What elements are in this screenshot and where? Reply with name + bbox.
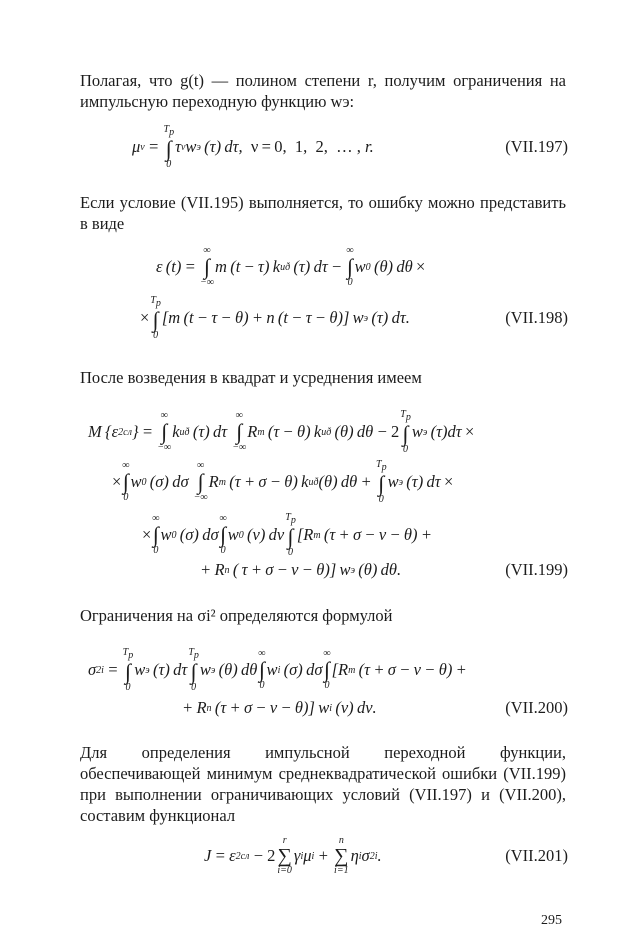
paragraph-2-text: Если условие (VII.195) выполняется, то ошибку можно представить в виде xyxy=(80,193,566,233)
equation-197-number: (VII.197) xyxy=(505,137,568,156)
equation-200-number: (VII.200) xyxy=(505,698,568,717)
equation-197-body: μ ν = $T_p$ ∫ 0 τ ν w э (τ) dτ, ν = 0, 1, 2, … , r. xyxy=(132,123,374,170)
equation-198-line-1 xyxy=(80,247,568,287)
equation-197 xyxy=(80,123,568,170)
page-number: 295 xyxy=(541,913,562,928)
paragraph-1-text: Полагая, что g(t) — полином степени r, получим ограничения на импульсную переходную функцию wэ: xyxy=(80,71,566,111)
equation-199-line-2-body: × ∞ ∫ 0 w 0 (σ) dσ ∞ ∫ −∞ R m (τ + σ − θ) k иð (θ) dθ + $T_p$ ∫ 0 w э (τ) dτ × xyxy=(112,458,454,505)
paragraph-3 xyxy=(80,367,566,388)
equation-199-line-3-body: × ∞ ∫ 0 w 0 (σ) dσ ∞ ∫ 0 w 0 (ν) dν $T_p$ ∫ 0 [R m (τ + σ − ν − θ) + xyxy=(142,511,432,558)
paragraph-4 xyxy=(80,605,566,626)
equation-200-line-2-body: + R n (τ + σ − ν − θ)] w i (ν) dν. xyxy=(182,698,377,717)
equation-201 xyxy=(80,836,568,876)
equation-199-line-4 xyxy=(80,550,568,590)
equation-200-line-2 xyxy=(80,688,568,728)
equation-199-line-1 xyxy=(80,408,568,455)
equation-200-line-1 xyxy=(80,646,568,693)
paragraph-5 xyxy=(80,742,566,826)
equation-199-line-2 xyxy=(80,458,568,505)
equation-198-line-1-body: ε (t) = ∞ ∫ −∞ m (t − τ) k иð (τ) dτ − ∞ ∫ 0 w 0 (θ) dθ × xyxy=(156,245,426,288)
paragraph-4-text: Ограничения на σi² определяются формулой xyxy=(80,606,393,625)
equation-198-line-2 xyxy=(80,294,568,341)
paragraph-1 xyxy=(80,70,566,112)
equation-199-line-4-body: + R n ( τ + σ − ν − θ)] w э (θ) dθ. xyxy=(200,560,402,579)
paragraph-5-text: Для определения импульсной переходной функции, обеспечивающей минимум среднеквадратической ошибки (VII.199) при выполнении ограничивающих условий (VII.197) и (VII.200), составим функционал xyxy=(80,743,566,825)
equation-201-number: (VII.201) xyxy=(505,846,568,865)
paragraph-3-text: После возведения в квадрат и усреднения имеем xyxy=(80,368,422,387)
equation-198-number: (VII.198) xyxy=(505,308,568,327)
equation-198-line-2-body: × $T_p$ ∫ 0 [m (t − τ − θ) + n (t − τ − θ)] w э (τ) dτ. xyxy=(140,294,410,341)
paragraph-2 xyxy=(80,192,566,234)
equation-199-number: (VII.199) xyxy=(505,560,568,579)
equation-200-line-1-body: σ 2 i = $T_p$ ∫ 0 w э (τ) dτ $T_p$ ∫ 0 w э (θ) dθ ∞ ∫ 0 w i (σ) dσ ∞ ∫ 0 [R m (τ + σ − ν − θ) + xyxy=(88,646,467,693)
equation-199-line-3 xyxy=(80,511,568,558)
equation-201-body: J = ε 2 cл − 2 r ∑ i=0 γ i μ i + n ∑ i=1 η i σ 2 i . xyxy=(204,835,382,876)
equation-199-line-1-body: M {ε 2 cл } = ∞ ∫ −∞ k иð (τ) dτ ∞ ∫ −∞ R m (τ − θ) k иð (θ) dθ − 2 $T_p$ ∫ 0 w э (τ)dτ × xyxy=(88,408,475,455)
